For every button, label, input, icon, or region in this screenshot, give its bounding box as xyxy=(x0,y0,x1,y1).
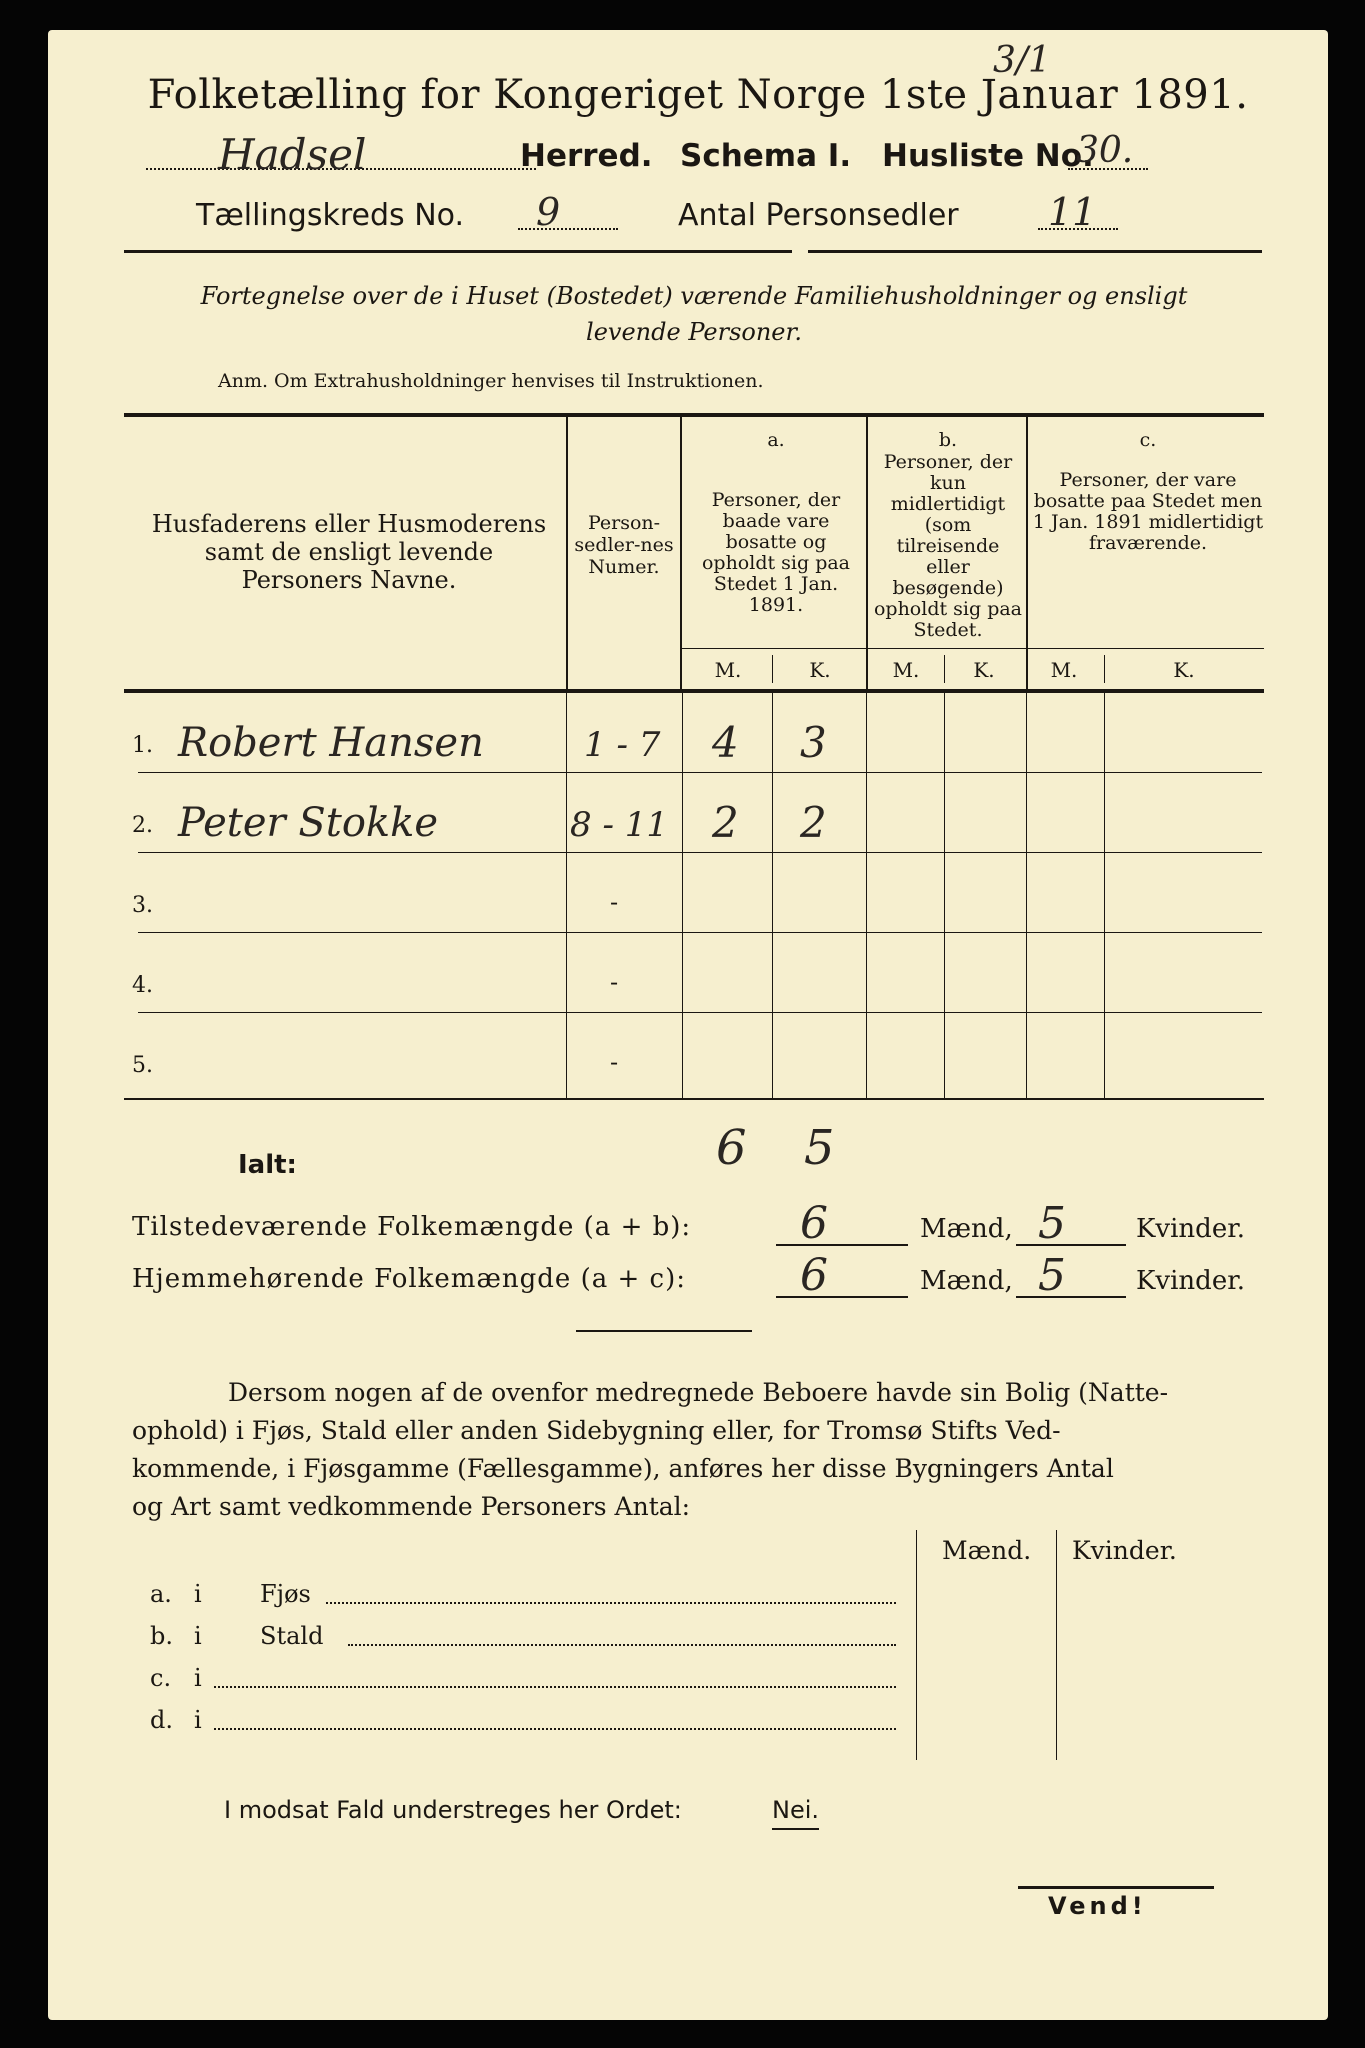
row-number: 4. xyxy=(132,973,153,998)
person-name: Robert Hansen xyxy=(178,720,484,766)
col-b-m: M. xyxy=(892,658,920,682)
modsat-word: Nei. xyxy=(772,1796,819,1830)
building-i: i xyxy=(194,1580,202,1608)
row-number: 1. xyxy=(132,733,153,758)
building-letter: c. xyxy=(150,1664,172,1692)
col-b-header: Personer, der kun midlertidigt (som tilreisende eller besøgende) opholdt sig paa Stedet. xyxy=(873,451,1023,641)
col-b-letter: b. xyxy=(938,429,958,451)
person-number: 8 - 11 xyxy=(570,805,668,845)
tilstede-k-label: Kvinder. xyxy=(1136,1214,1246,1244)
buildings-kvinder: Kvinder. xyxy=(1072,1536,1177,1565)
ialt-m: 6 xyxy=(716,1120,747,1176)
person-number: - xyxy=(610,968,619,996)
hjemme-k: 5 xyxy=(1038,1250,1066,1301)
col-c-header: Personer, der vare bosatte paa Stedet men 1 Jan. 1891 midlertidigt fraværende. xyxy=(1032,469,1264,554)
person-number: - xyxy=(610,1048,619,1076)
col-a-k: K. xyxy=(809,658,831,682)
herred-label: Herred. xyxy=(520,138,653,174)
buildings-maend: Mænd. xyxy=(942,1536,1032,1565)
count-a-m: 2 xyxy=(712,798,739,847)
corner-note: 3/1 xyxy=(993,40,1051,81)
hjemme-m: 6 xyxy=(800,1250,828,1301)
row-number: 2. xyxy=(132,813,153,838)
personsedler-label: Antal Personsedler xyxy=(678,198,959,233)
paragraph-line: kommende, i Fjøsgamme (Fællesgamme), anføres her disse Bygningers Antal xyxy=(132,1454,1114,1483)
col-names-header: Husfaderens eller Husmoderens samt de ensligt levende Personers Navne. xyxy=(151,510,547,594)
personsedler-value: 11 xyxy=(1048,190,1097,234)
col-b-k: K. xyxy=(973,658,995,682)
divider xyxy=(576,1330,752,1332)
tilstede-m: 6 xyxy=(800,1198,828,1249)
paragraph-line: ophold) i Fjøs, Stald eller anden Sidebygning eller, for Tromsø Stifts Ved- xyxy=(132,1416,1061,1445)
ialt-label: Ialt: xyxy=(238,1150,297,1180)
ialt-k: 5 xyxy=(804,1120,835,1176)
paragraph-line: og Art samt vedkommende Personers Antal: xyxy=(132,1492,691,1521)
building-i: i xyxy=(194,1664,202,1692)
husliste-label: Husliste No. xyxy=(882,138,1094,174)
building-label: Stald xyxy=(260,1622,324,1650)
building-i: i xyxy=(194,1622,202,1650)
building-letter: a. xyxy=(150,1580,172,1608)
person-number: - xyxy=(610,888,619,916)
building-i: i xyxy=(194,1706,202,1734)
hjemme-m-label: Mænd, xyxy=(920,1266,1013,1296)
subtitle-line1: Fortegnelse over de i Huset (Bostedet) værende Familiehusholdninger og ensligt xyxy=(200,282,1188,310)
row-number: 5. xyxy=(132,1053,153,1078)
form-title: Folketælling for Kongeriget Norge 1ste Januar 1891. xyxy=(147,72,1249,118)
schema-label: Schema I. xyxy=(680,138,852,174)
col-num-header: Person-sedler-nes Numer. xyxy=(574,512,674,578)
col-c-m: M. xyxy=(1050,658,1078,682)
subtitle-line2: levende Personer. xyxy=(586,318,802,346)
modsat-text: I modsat Fald understreges her Ordet: xyxy=(224,1796,682,1824)
count-a-m: 4 xyxy=(712,718,739,767)
row-number: 3. xyxy=(132,893,153,918)
col-a-m: M. xyxy=(714,658,742,682)
tilstede-label: Tilstedeværende Folkemængde (a + b): xyxy=(132,1212,692,1242)
paragraph-line: Dersom nogen af de ovenfor medregnede Beboere havde sin Bolig (Natte- xyxy=(228,1378,1169,1407)
taellingskreds-value: 9 xyxy=(536,190,561,234)
count-a-k: 2 xyxy=(800,798,827,847)
herred-value: Hadsel xyxy=(218,130,367,179)
building-label: Fjøs xyxy=(260,1580,311,1608)
building-letter: b. xyxy=(150,1622,173,1650)
anm-note: Anm. Om Extrahusholdninger henvises til Instruktionen. xyxy=(218,370,764,392)
person-name: Peter Stokke xyxy=(178,800,439,846)
building-letter: d. xyxy=(150,1706,173,1734)
col-c-k: K. xyxy=(1173,658,1195,682)
col-a-letter: a. xyxy=(767,429,785,451)
tilstede-m-label: Mænd, xyxy=(920,1214,1013,1244)
col-a-header: Personer, der baade vare bosatte og opholdt sig paa Stedet 1 Jan. 1891. xyxy=(701,489,851,616)
hjemme-label: Hjemmehørende Folkemængde (a + c): xyxy=(132,1264,686,1294)
count-a-k: 3 xyxy=(800,718,827,767)
census-form xyxy=(48,30,1328,2020)
husliste-value: 30. xyxy=(1076,130,1134,171)
col-c-letter: c. xyxy=(1139,429,1157,451)
vend-label: Vend! xyxy=(1048,1892,1147,1920)
taellingskreds-label: Tællingskreds No. xyxy=(196,198,464,233)
hjemme-k-label: Kvinder. xyxy=(1136,1266,1246,1296)
person-number: 1 - 7 xyxy=(584,725,661,765)
tilstede-k: 5 xyxy=(1038,1198,1066,1249)
